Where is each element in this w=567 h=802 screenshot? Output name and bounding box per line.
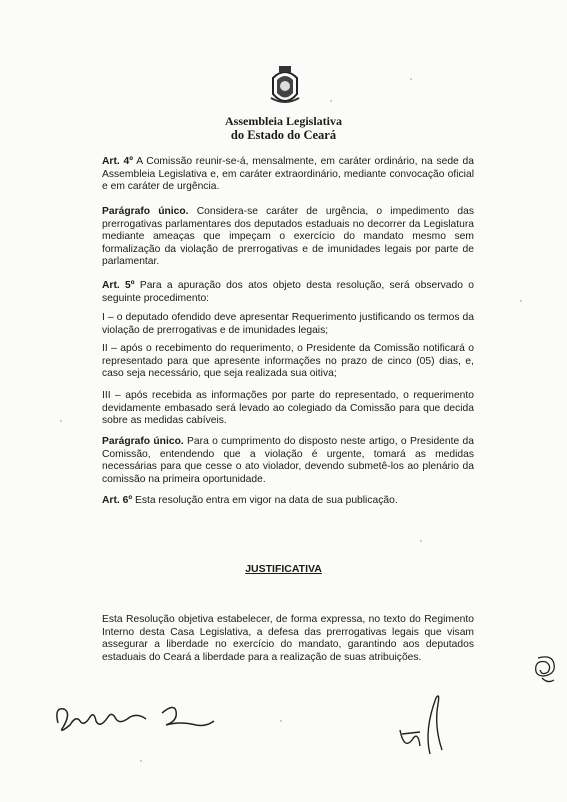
paragraph-text: Considera-se caráter de urgência, o impedimento das prerrogativas parlamentares dos deputados estaduais no decorrer da Legislatura mediante ameaças que impeçam o exercício do mandato mesmo sem formalização da violação de prerrogativas e de imunidades legais por parte de parlamentar.	[102, 206, 474, 268]
paragraph-art5-unico	[102, 436, 474, 486]
paragraph-label: Art. 5º	[102, 280, 135, 291]
paragraph-art4-unico	[102, 206, 474, 269]
state-coat-of-arms-icon	[267, 64, 303, 108]
justificativa-title: JUSTIFICATIVA	[245, 563, 322, 575]
header-line2: do Estado do Ceará	[230, 128, 337, 142]
signature-left	[50, 695, 220, 740]
initials-margin	[530, 652, 560, 686]
paragraph-inciso-i	[102, 312, 474, 337]
paragraph-text: A Comissão reunir-se-á, mensalmente, em caráter ordinário, na sede da Assembleia Legislativa e, em caráter extraordinário, mediante convocação oficial e em caráter de urgência.	[102, 156, 474, 193]
paragraph-text: Esta resolução entra em vigor na data de sua publicação.	[132, 495, 398, 506]
paragraph-inciso-ii	[102, 343, 474, 381]
paragraph-text: III – após recebida as informações por parte do representado, o requerimento devidamente embasado será levado ao colegiado da Comissão para que decida sobre as medidas cabíveis.	[102, 390, 474, 427]
paragraph-inciso-iii	[102, 390, 474, 428]
paragraph-art6	[102, 495, 474, 508]
paragraph-text: Para a apuração dos atos objeto desta resolução, será observado o seguinte procedimento:	[102, 280, 474, 304]
paragraph-art4	[102, 156, 474, 194]
paragraph-text: Para o cumprimento do disposto neste artigo, o Presidente da Comissão, entendendo que a violação é urgente, tomará as medidas necessárias para que cesse o ato violador, devendo submetê-los ao plenário da comissão na primeira oportunidade.	[102, 436, 474, 485]
paragraph-text: I – o deputado ofendido deve apresentar Requerimento justificando os termos da violação de prerrogativas e de imunidades legais;	[102, 312, 474, 336]
paragraph-label: Art. 4º	[102, 156, 133, 167]
paragraph-art5	[102, 280, 474, 305]
paragraph-text: II – após o recebimento do requerimento, o Presidente da Comissão notificará o representado para que apresente informações no prazo de cinco (05) dias, e, caso seja necessário, que seja realizada sua oitiva;	[102, 343, 474, 380]
signature-right	[390, 690, 460, 760]
paragraph-label: Parágrafo único.	[102, 206, 189, 217]
justificativa-text: Esta Resolução objetiva estabelecer, de forma expressa, no texto do Regimento Interno desta Casa Legislativa, a defesa das prerrogativas legais que visam assegurar a liberdade no exercício do mandato, garantindo aos deputados estaduais do Ceará a liberdade para a realização de suas atribuições.	[102, 614, 474, 663]
paragraph-label: Art. 6º	[102, 495, 133, 506]
header-line1: Assembleia Legislativa	[225, 114, 342, 128]
paragraph-label: Parágrafo único.	[102, 436, 184, 447]
